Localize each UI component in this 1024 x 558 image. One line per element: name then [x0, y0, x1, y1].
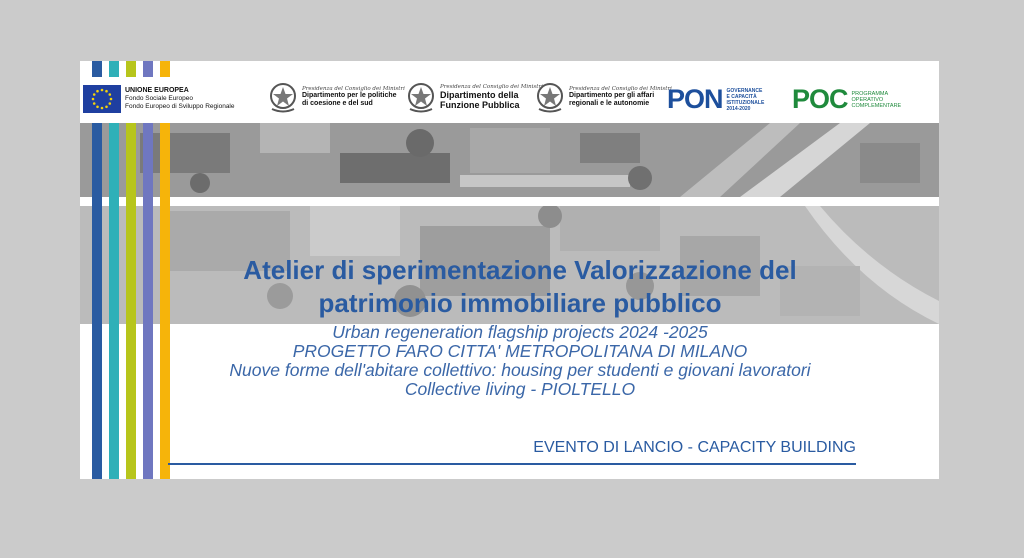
gov1-script: Presidenza del Consiglio dei Ministri: [302, 86, 405, 92]
event-underline: [168, 463, 856, 465]
poc-line1: PROGRAMMA: [851, 90, 889, 97]
pon-logo: [667, 86, 764, 113]
pon-line4: 2014-2020: [726, 105, 751, 112]
gov1-line1: Dipartimento per le politiche: [302, 92, 397, 99]
subtitle-line: Nuove forme dell'abitare collettivo: housing per studenti e giovani lavoratori: [229, 360, 811, 380]
poc-line2: OPERATIVO: [851, 96, 884, 103]
stripe-blue: [92, 61, 102, 479]
title-line1: Atelier di sperimentazione Valorizzazione del: [243, 255, 797, 285]
pon-mark: PON: [667, 84, 723, 114]
poc-logo: [792, 86, 901, 113]
gov-logo-affari-regionali: [535, 81, 672, 113]
gov3-line1: Dipartimento per gli affari: [569, 92, 655, 99]
gov-logo-funzione-pubblica: [406, 81, 543, 113]
italian-emblem-icon: [268, 81, 298, 113]
logo-bar: [80, 61, 939, 123]
decorative-stripes: [92, 61, 172, 479]
title-line2: patrimonio immobiliare pubblico: [318, 288, 722, 318]
gov1-line2: di coesione e del sud: [302, 100, 373, 107]
gov2-script: Presidenza del Consiglio dei Ministri: [440, 84, 543, 90]
stripe-lime: [126, 61, 136, 479]
stripe-violet: [143, 61, 153, 479]
pon-line2: E CAPACITÀ: [726, 93, 757, 100]
italian-emblem-icon: [406, 81, 436, 113]
gov2-line2: Funzione Pubblica: [440, 100, 520, 110]
poc-mark: POC: [792, 84, 848, 114]
eu-line2: Fondo Sociale Europeo: [125, 95, 193, 102]
gov-logo-coesione: [268, 81, 405, 113]
aerial-photo-top: [80, 123, 939, 197]
subtitle-block: [170, 323, 870, 399]
eu-line1: UNIONE EUROPEA: [125, 87, 189, 94]
eu-line3: Fondo Europeo di Sviluppo Regionale: [125, 103, 235, 110]
gov3-script: Presidenza del Consiglio dei Ministri: [569, 86, 672, 92]
slide: [80, 61, 939, 479]
event-label: EVENTO DI LANCIO - CAPACITY BUILDING: [533, 439, 856, 456]
page-title: [170, 254, 870, 320]
gov3-line2: regionali e le autonomie: [569, 100, 650, 107]
pon-line3: ISTITUZIONALE: [726, 99, 765, 106]
stripe-teal: [109, 61, 119, 479]
poc-line3: COMPLEMENTARE: [851, 102, 902, 109]
subtitle-line: Urban regeneration flagship projects 2024 -2025: [332, 322, 708, 342]
subtitle-line: Collective living - PIOLTELLO: [404, 379, 636, 399]
italian-emblem-icon: [535, 81, 565, 113]
gov2-line1: Dipartimento della: [440, 90, 519, 100]
subtitle-line: PROGETTO FARO CITTA' METROPOLITANA DI MILANO: [292, 341, 748, 361]
pon-line1: GOVERNANCE: [726, 87, 763, 94]
stripe-yellow: [160, 61, 170, 479]
